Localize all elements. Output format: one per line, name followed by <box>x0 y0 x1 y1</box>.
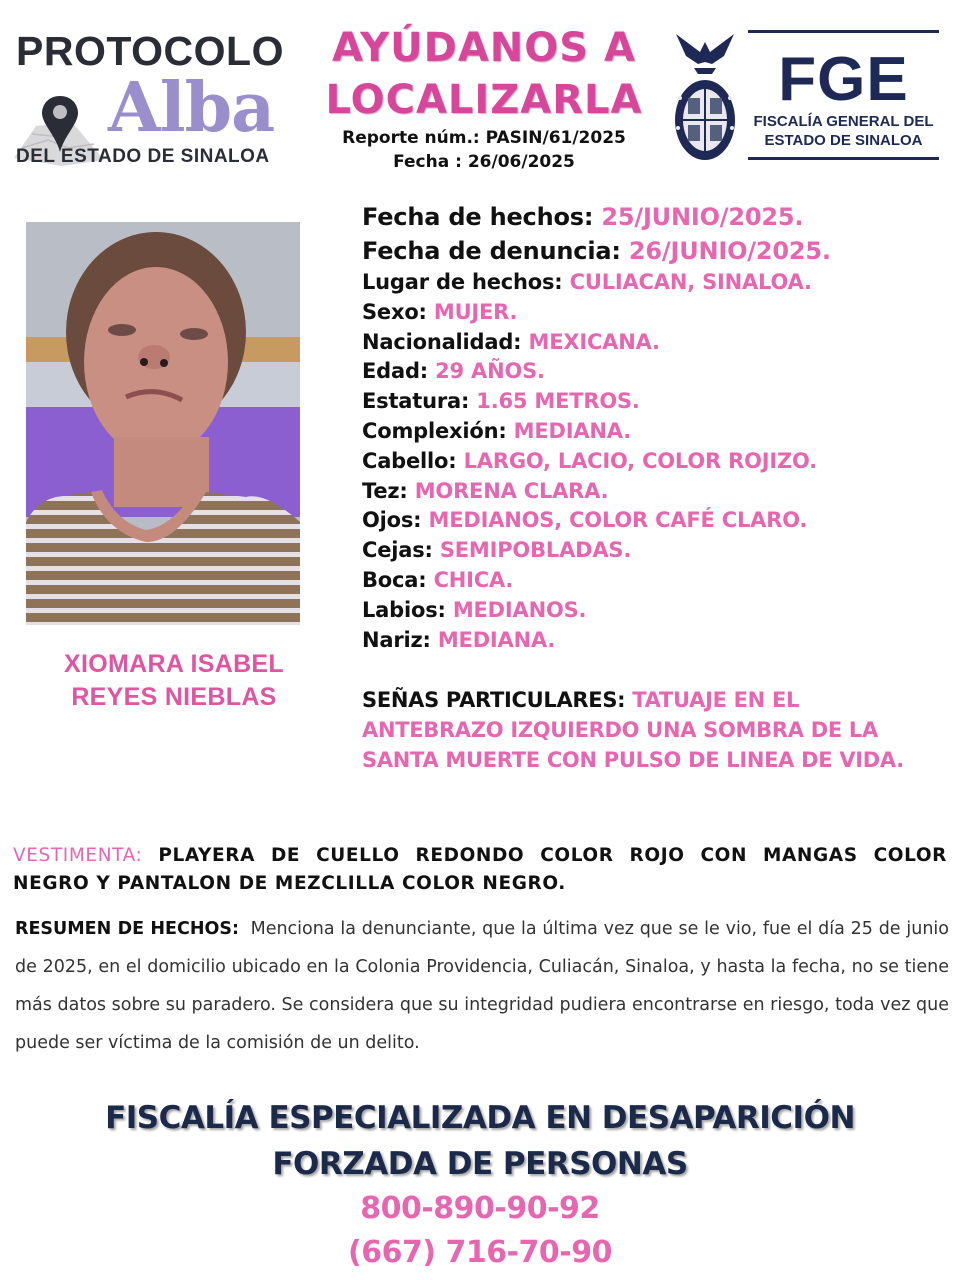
detail-nariz <box>362 626 952 656</box>
detail-label: Fecha de hechos: <box>362 203 594 231</box>
person-name-line2: REYES NIEBLAS <box>71 683 277 711</box>
agency-name-line2: FORZADA DE PERSONAS <box>272 1146 688 1182</box>
detail-boca <box>362 566 952 596</box>
detail-value: LARGO, LACIO, COLOR ROJIZO. <box>463 448 817 473</box>
phone-number-tollfree[interactable]: 800-890-90-92 <box>360 1191 600 1226</box>
fge-subtitle-line2: ESTADO DE SINALOA <box>764 132 923 149</box>
detail-cabello <box>362 447 952 477</box>
detail-value: MUJER. <box>433 299 518 324</box>
detail-label: Boca: <box>362 567 427 592</box>
senas-label: SEÑAS PARTICULARES: <box>362 688 626 712</box>
detail-label: Cabello: <box>362 448 457 473</box>
detail-label: Fecha de denuncia: <box>362 237 621 265</box>
resumen-label: RESUMEN DE HECHOS: <box>15 919 239 939</box>
distinguishing-marks <box>362 685 947 775</box>
case-summary <box>15 910 949 1062</box>
alba-logo-alba-text: Alba <box>108 68 275 148</box>
person-name-line1: XIOMARA ISABEL <box>64 650 284 678</box>
detail-fecha-denuncia <box>362 234 952 268</box>
detail-label: Nacionalidad: <box>362 329 522 354</box>
detail-value: 29 AÑOS. <box>435 359 545 384</box>
detail-ojos <box>362 506 952 536</box>
detail-label: Cejas: <box>362 538 433 563</box>
fge-subtitle <box>744 112 943 150</box>
poster-title-line2: LOCALIZARLA <box>325 77 643 123</box>
report-date: Fecha : 26/06/2025 <box>393 152 575 172</box>
poster-title-block <box>318 22 650 174</box>
senas-value: TATUAJE EN EL ANTEBRAZO IZQUIERDO UNA SOMBRA DE LA SANTA MUERTE CON PULSO DE LINEA DE VIDA. <box>362 688 904 772</box>
detail-edad <box>362 357 952 387</box>
detail-value: 1.65 METROS. <box>476 389 640 414</box>
detail-value: MEDIANA. <box>437 627 556 652</box>
poster-title-line1: AYÚDANOS A <box>332 25 636 71</box>
detail-value: SEMIPOBLADAS. <box>439 538 632 563</box>
person-details-list <box>362 200 952 655</box>
phone-number-local[interactable]: (667) 716-70-90 <box>347 1235 612 1270</box>
detail-label: Nariz: <box>362 627 431 652</box>
detail-nacionalidad <box>362 328 952 358</box>
detail-value: 26/JUNIO/2025. <box>628 237 831 265</box>
detail-label: Labios: <box>362 597 446 622</box>
detail-value: 25/JUNIO/2025. <box>601 203 804 231</box>
fge-top-divider <box>748 30 939 33</box>
detail-complexion <box>362 417 952 447</box>
detail-cejas <box>362 536 952 566</box>
detail-label: Estatura: <box>362 389 470 414</box>
alba-logo-subtitle: DEL ESTADO DE SINALOA <box>16 146 270 167</box>
detail-label: Edad: <box>362 359 428 384</box>
detail-value: MEDIANA. <box>513 418 631 443</box>
report-number: Reporte núm.: PASIN/61/2025 <box>342 128 626 148</box>
detail-value: MORENA CLARA. <box>414 478 609 503</box>
state-seal-icon <box>672 28 738 162</box>
detail-label: Tez: <box>362 478 408 503</box>
detail-value: CULIACAN, SINALOA. <box>569 270 812 294</box>
protocolo-alba-logo <box>12 26 302 171</box>
detail-label: Sexo: <box>362 299 427 324</box>
detail-lugar-hechos <box>362 268 952 298</box>
detail-estatura <box>362 387 952 417</box>
detail-value: MEDIANOS, COLOR CAFÉ CLARO. <box>428 508 808 533</box>
detail-labios <box>362 596 952 626</box>
resumen-value: Menciona la denunciante, que la última vez que se le vio, fue el día 25 de junio de 2025, en el domicilio ubicado en la Colonia Providencia, Culiacán, Sinaloa, y hasta la fecha, no se tiene más datos sobre su paradero. Se considera que su integridad pudiera encontrarse en riesgo, toda vez que puede ser víctima de la comisión de un delito. <box>15 919 949 1053</box>
fge-bottom-divider <box>748 157 939 160</box>
detail-value: MEDIANOS. <box>452 597 587 622</box>
alba-logo-protocolo-text: PROTOCOLO <box>16 28 284 74</box>
vestimenta-value: PLAYERA DE CUELLO REDONDO COLOR ROJO CON MANGAS COLOR NEGRO Y PANTALON DE MEZCLILLA COLOR NEGRO. <box>13 845 947 894</box>
detail-value: MEXICANA. <box>528 329 660 354</box>
footer-contact <box>0 1095 960 1275</box>
detail-label: Lugar de hechos: <box>362 270 563 294</box>
detail-tez <box>362 477 952 507</box>
missing-person-name <box>20 648 328 714</box>
detail-label: Ojos: <box>362 508 422 533</box>
vestimenta-label: VESTIMENTA: <box>13 845 143 866</box>
clothing-description <box>13 842 947 898</box>
fge-logo <box>668 26 948 166</box>
detail-value: CHICA. <box>433 567 514 592</box>
missing-person-photo <box>26 222 300 625</box>
detail-fecha-hechos <box>362 200 952 234</box>
detail-label: Complexión: <box>362 418 507 443</box>
fge-subtitle-line1: FISCALÍA GENERAL DEL <box>753 113 934 130</box>
detail-sexo <box>362 298 952 328</box>
agency-name-line1: FISCALÍA ESPECIALIZADA EN DESAPARICIÓN <box>105 1100 855 1136</box>
fge-acronym: FGE <box>778 45 909 114</box>
